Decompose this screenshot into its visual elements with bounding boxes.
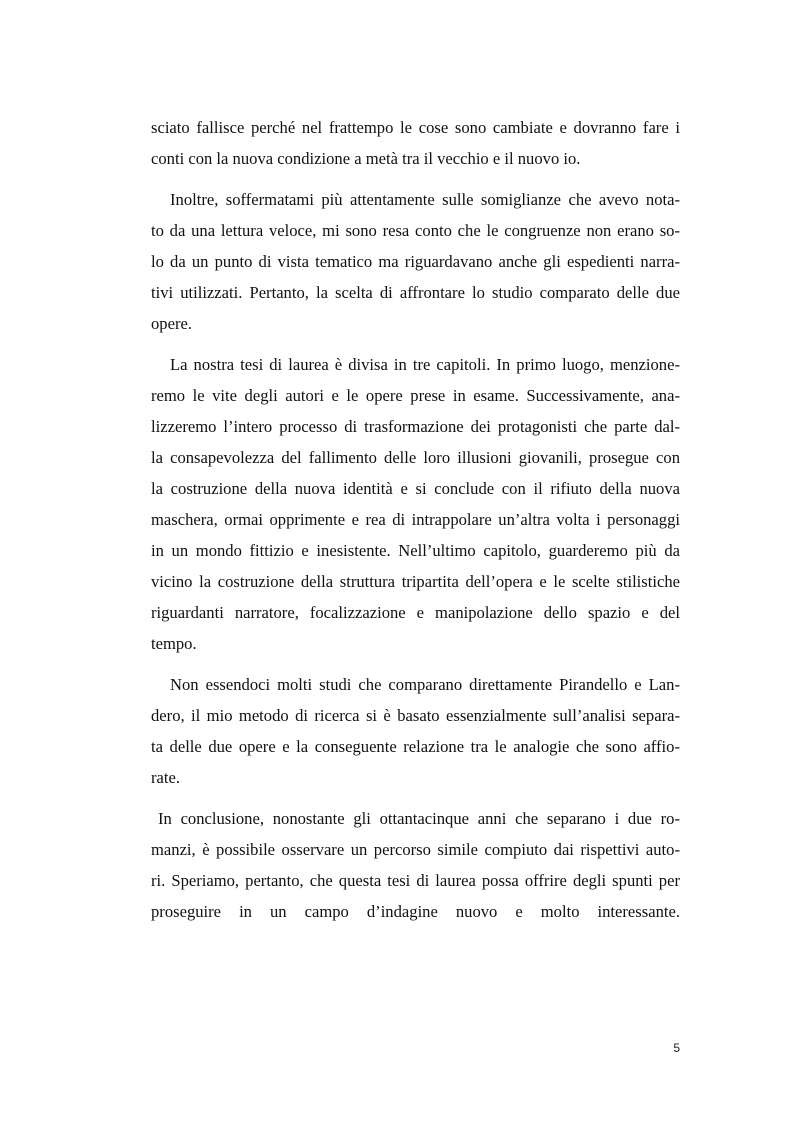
document-body bbox=[151, 112, 680, 927]
paragraph-5 bbox=[151, 803, 680, 927]
text-line: Inoltre, soffermatami più attentamente sulle somiglianze che avevo nota- bbox=[170, 190, 680, 209]
text-line: opere. bbox=[151, 314, 192, 333]
paragraph-1 bbox=[151, 112, 680, 174]
text-line: la costruzione della nuova identità e si conclude con il rifiuto della nuova bbox=[151, 479, 680, 498]
paragraph-3 bbox=[151, 349, 680, 659]
text-line: la consapevolezza del fallimento delle loro illusioni giovanili, prosegue con bbox=[151, 448, 680, 467]
text-line: La nostra tesi di laurea è divisa in tre capitoli. In primo luogo, menzione- bbox=[170, 355, 680, 374]
paragraph-4 bbox=[151, 669, 680, 793]
text-line: conti con la nuova condizione a metà tra il vecchio e il nuovo io. bbox=[151, 149, 581, 168]
text-line: Non essendoci molti studi che comparano direttamente Pirandello e Lan- bbox=[170, 675, 680, 694]
text-line: remo le vite degli autori e le opere prese in esame. Successivamente, ana- bbox=[151, 386, 680, 405]
text-line: manzi, è possibile osservare un percorso simile compiuto dai rispettivi auto- bbox=[151, 840, 680, 859]
text-line: riguardanti narratore, focalizzazione e manipolazione dello spazio e del bbox=[151, 603, 680, 622]
text-line: lo da un punto di vista tematico ma riguardavano anche gli espedienti narra- bbox=[151, 252, 680, 271]
text-line: in un mondo fittizio e inesistente. Nell’ultimo capitolo, guarderemo più da bbox=[151, 541, 680, 560]
text-line: tivi utilizzati. Pertanto, la scelta di affrontare lo studio comparato delle due bbox=[151, 283, 680, 302]
text-line: rate. bbox=[151, 768, 181, 787]
text-line: maschera, ormai opprimente e rea di intrappolare un’altra volta i personaggi bbox=[151, 510, 680, 529]
text-line: ri. Speriamo, pertanto, che questa tesi di laurea possa offrire degli spunti per bbox=[151, 871, 680, 890]
text-line: dero, il mio metodo di ricerca si è basato essenzialmente sull’analisi separa- bbox=[151, 706, 680, 725]
text-line: sciato fallisce perché nel frattempo le cose sono cambiate e dovranno fare i bbox=[151, 118, 680, 137]
paragraph-2 bbox=[151, 184, 680, 339]
text-line: In conclusione, nonostante gli ottantacinque anni che separano i due ro- bbox=[158, 809, 680, 828]
text-line: to da una lettura veloce, mi sono resa conto che le congruenze non erano so- bbox=[151, 221, 680, 240]
text-line: ta delle due opere e la conseguente relazione tra le analogie che sono affio- bbox=[151, 737, 680, 756]
text-line: proseguire in un campo d’indagine nuovo e molto interessante. bbox=[151, 902, 680, 921]
text-line: vicino la costruzione della struttura tripartita dell’opera e le scelte stilistiche bbox=[151, 572, 680, 591]
page-number: 5 bbox=[673, 1041, 680, 1055]
text-line: tempo. bbox=[151, 634, 197, 653]
text-line: lizzeremo l’intero processo di trasformazione dei protagonisti che parte dal- bbox=[151, 417, 680, 436]
